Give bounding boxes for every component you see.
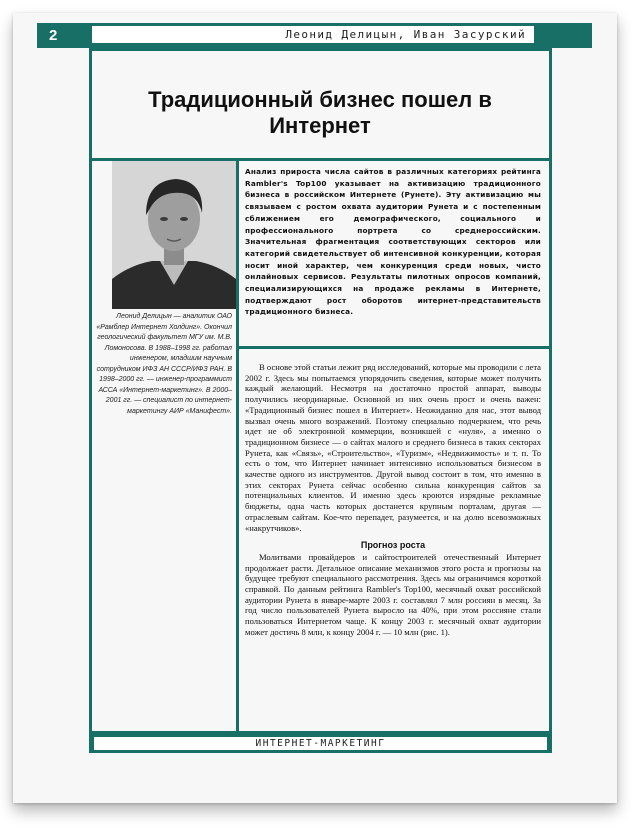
section-label: ИНТЕРНЕТ-МАРКЕТИНГ (94, 737, 547, 750)
author-portrait-image (112, 161, 236, 309)
column-divider (236, 161, 239, 734)
section-heading: Прогноз роста (360, 540, 426, 551)
article-title: Традиционный бизнес пошел в Интернет (148, 86, 492, 138)
author-caption: Леонид Делицын — аналитик ОАО «Рамблер Интернет Холдинг». Окончил геологический факультет МГУ им. М.В. Ломоносова. В 1988–1998 гг. работал инженером, младшим научным сотрудником ИФЗ АН СССР/ИФЗ РАН. В 1998–2000 гг. — инженер-программист АССА «Интернет-маркетинг». В 2000–2001 гг. — специалист по интернет-маркетингу АИР «Манифест». (96, 313, 232, 415)
running-header-authors: Леонид Делицын, Иван Засурский (92, 26, 534, 43)
abstract-divider (239, 346, 552, 349)
article-abstract: Анализ прироста числа сайтов в различных категориях рейтинга Rambler's Top100 указывает на активизацию традиционного бизнеса в российском Интернете (Рунете). Эту активизацию мы связываем с ростом охвата аудитории Рунета и с постепенным сближением его демографического, социального и профессионального портрета со среднероссийским. Значительная фрагментация соответствующих секторов или категорий свидетельствует об интенсивной конкуренции, которая носит иной характер, чем конкуренция среди новых, чисто онлайновых сервисов. Результаты пилотных опросов компаний, специализирующихся на продаже рекламы в Интернете, подтверждают рост оборотов интернет-представительств традиционного бизнеса. (245, 167, 541, 317)
article-body (245, 362, 541, 638)
author-photo (112, 161, 236, 309)
page-number: 2 (37, 23, 89, 48)
body-paragraph: Молитвами провайдеров и сайтостроителей отечественный Интернет продолжает расти. Детальное описание механизмов этого роста и прогнозы на будущее требуют специального рассмотрения. Здесь мы ограничимся короткой справкой. По данным рейтинга Rambler's Top100, месячный охват российской аудитории Рунета в январе-марте 2003 г. составлял 7 млн россиян в месяц. За год число пользователей Рунета выросло на 40%, при этом россияне стали пользоваться Интернетом чаще. К концу 2003 г. месячный охват аудитории может достичь 8 млн, к концу 2004 г. — 10 млн (рис. 1). (245, 551, 541, 637)
body-paragraph: В основе этой статьи лежит ряд исследований, которые мы проводили с лета 2002 г. Здесь мы попытаемся упорядочить сведения, которые может получить каждый желающий. Несмотря на достаточно простой аппарат, выводы получились неординарные. Основной из них очень прост и очень важен: «Традиционный бизнес пошел в Интернет». Неожиданно для нас, этот вывод вызвал очень много возражений. Поэтому специально подчеркнем, что речь идет не об электронной коммерции, возникшей с «нуля», а именно о традиционном бизнесе — о сайтах малого и среднего бизнеса в таких секторах Рунета, как «Связь», «Строительство», «Туризм», «Недвижимость» и т. п. То есть о том, что Интернет начинает интенсивно использоваться бизнесом в качестве одного из инструментов. Другой вывод состоит в том, что именно в этих секторах Рунета сейчас особенно сильна конкуренция сайтов за потенциальных клиентов. И именно здесь кроются изрядные рекламные бюджеты, одна часть которых достанется крупным порталам, другая — отраслевым сайтам. Кое-что перепадет, разумеется, и на долю всевозможных «накрутчиков». (245, 362, 541, 533)
